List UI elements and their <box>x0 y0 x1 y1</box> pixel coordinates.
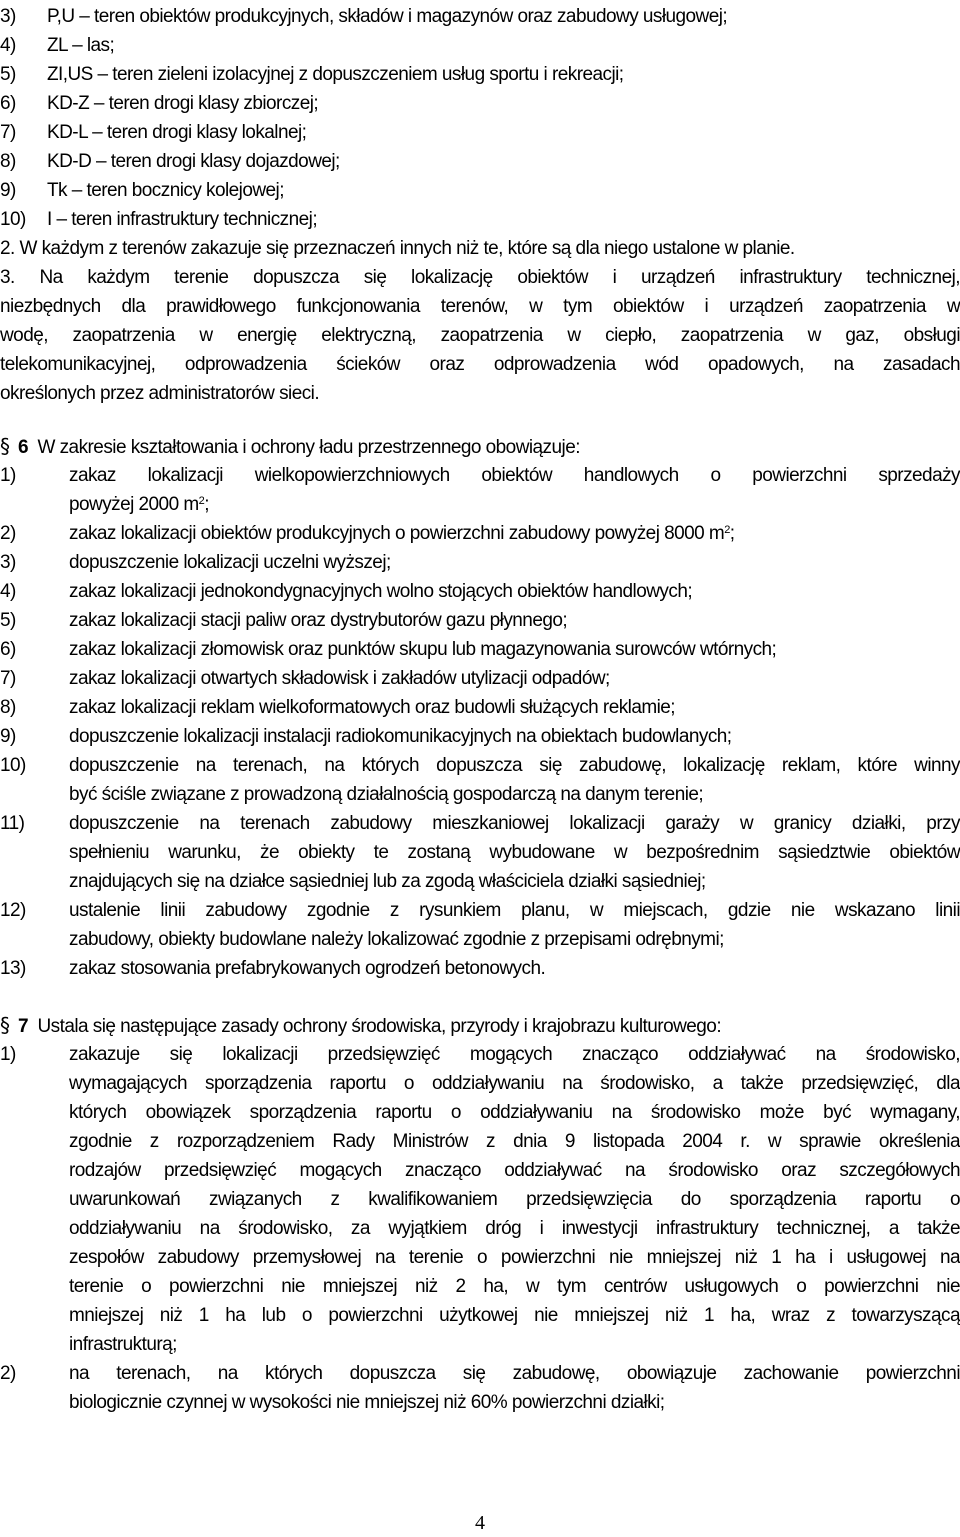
item-text: KD-D – teren drogi klasy dojazdowej; <box>47 151 340 172</box>
item-number: 3) <box>0 6 16 27</box>
item-number: 5) <box>0 64 16 85</box>
section-number: 7 <box>18 1016 29 1037</box>
item-text: KD-Z – teren drogi klasy zbiorczej; <box>47 93 319 114</box>
section-heading-text: W zakresie kształtowania i ochrony ładu przestrzennego obowiązuje: <box>37 437 580 458</box>
item-number: 8) <box>0 151 16 172</box>
item-text: P,U – teren obiektów produkcyjnych, składów i magazynów oraz zabudowy usługowej; <box>47 6 728 27</box>
item-text: ZI,US – teren zieleni izolacyjnej z dopuszczeniem usług sportu i rekreacji; <box>47 64 624 85</box>
section-number: 6 <box>18 437 29 458</box>
item-number: 10) <box>0 209 26 230</box>
paragraph-text: 2. W każdym z terenów zakazuje się przeznaczeń innych niż te, które są dla niego ustalone w planie. <box>0 238 795 259</box>
item-number: 9) <box>0 180 16 201</box>
item-text: Tk – teren bocznicy kolejowej; <box>47 180 284 201</box>
item-number: 6) <box>0 93 16 114</box>
section-heading-text: Ustala się następujące zasady ochrony środowiska, przyrody i krajobrazu kulturowego: <box>37 1016 722 1037</box>
section-symbol: § <box>0 1013 10 1037</box>
item-text: I – teren infrastruktury technicznej; <box>47 209 318 230</box>
item-number: 7) <box>0 122 16 143</box>
section-symbol: § <box>0 434 10 458</box>
item-text: ZL – las; <box>47 35 115 56</box>
page-number: 4 <box>475 1512 485 1534</box>
item-text: KD-L – teren drogi klasy lokalnej; <box>47 122 307 143</box>
item-number: 4) <box>0 35 16 56</box>
